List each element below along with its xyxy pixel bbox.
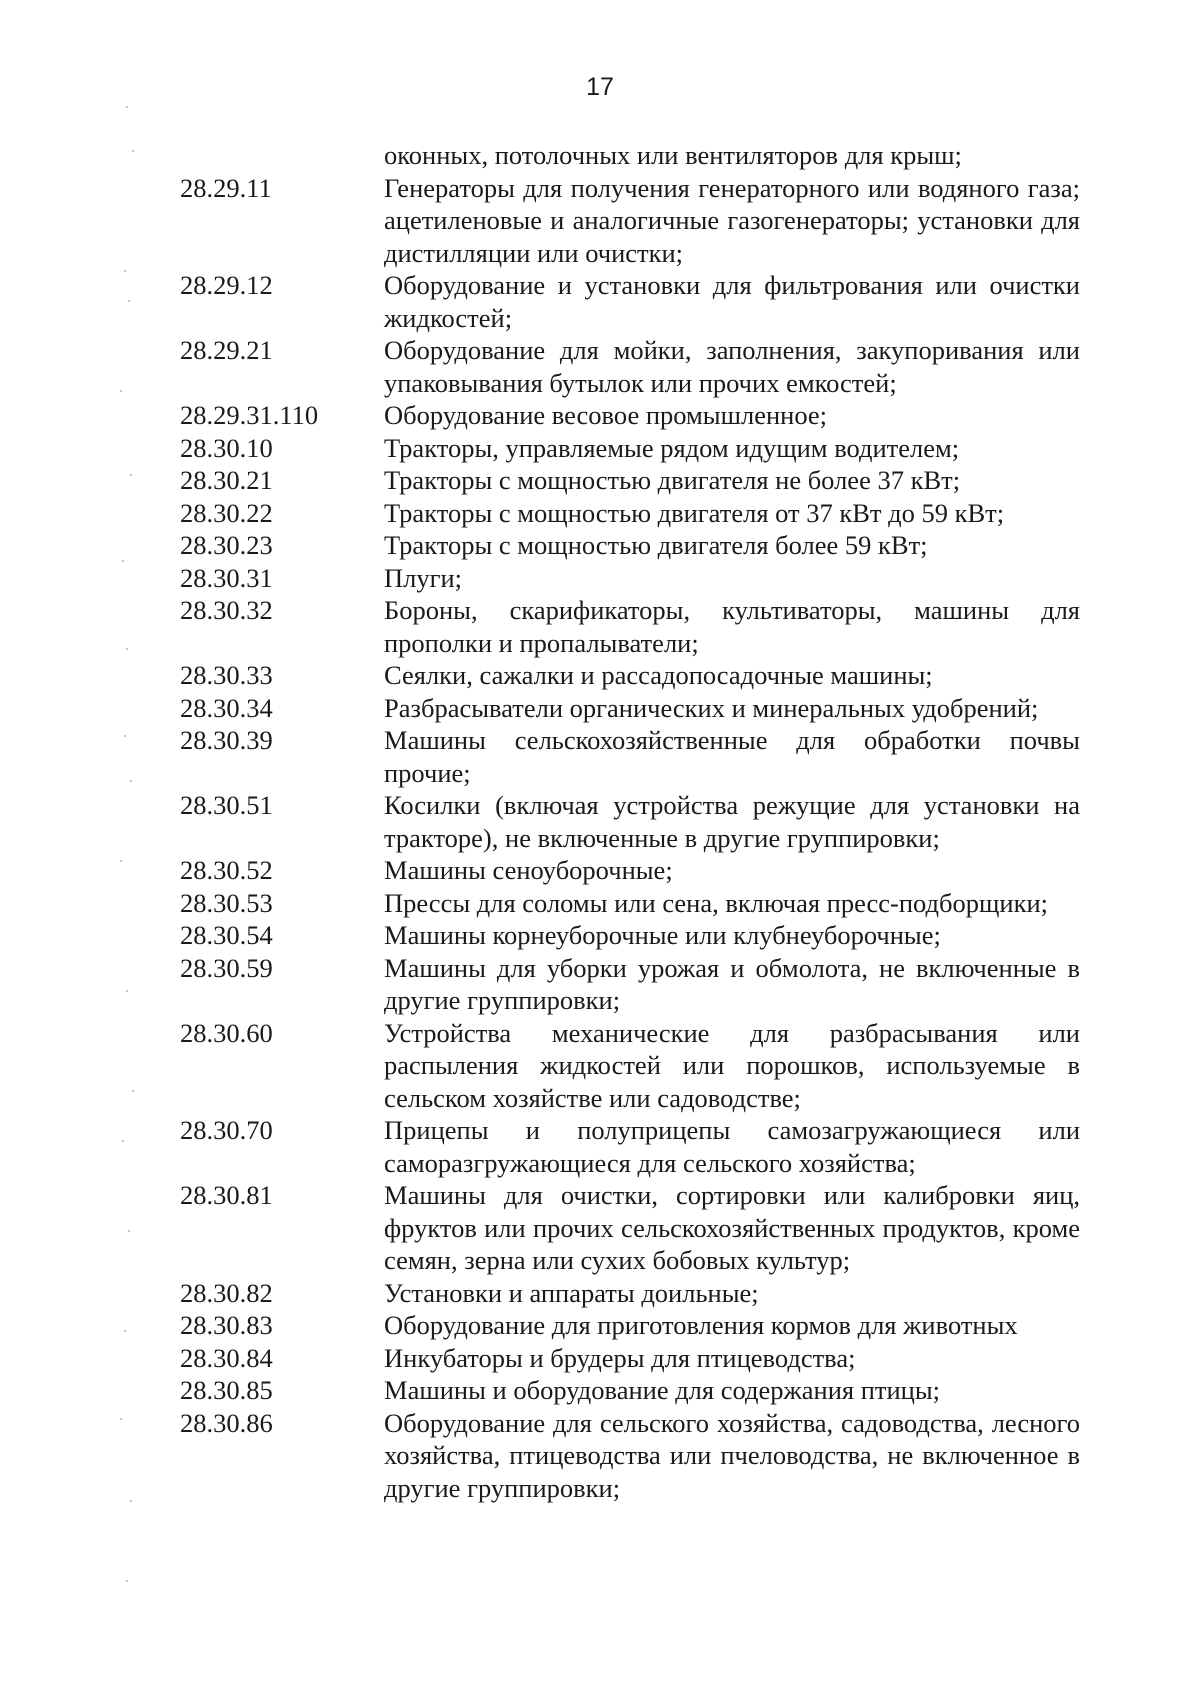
entry-description: Оборудование для сельского хозяйства, садоводства, лесного хозяйства, птицеводства или пчеловодства, не включенное в другие группировки; — [384, 1407, 1080, 1503]
entry-description: оконных, потолочных или вентиляторов для крыш; — [384, 140, 962, 170]
classification-entry — [180, 1407, 1080, 1505]
classification-entry — [180, 692, 1080, 725]
entry-description: Устройства механические для разбрасывания или распыления жидкостей или порошков, используемые в сельском хозяйстве или садоводстве; — [384, 1017, 1080, 1113]
entry-code: 28.30.10 — [180, 432, 273, 463]
classification-entry — [180, 594, 1080, 659]
entry-description: Инкубаторы и брудеры для птицеводства; — [384, 1342, 856, 1373]
entry-code: 28.30.60 — [180, 1017, 273, 1048]
entry-code: 28.30.83 — [180, 1310, 273, 1340]
entry-description: Разбрасыватели органических и минеральных удобрений; — [384, 692, 1039, 723]
entry-description: Оборудование весовое промышленное; — [384, 400, 828, 430]
classification-entry — [180, 562, 1080, 595]
entry-code: 28.29.21 — [180, 335, 273, 365]
classification-entry — [180, 724, 1080, 789]
classification-list — [180, 139, 1080, 1504]
entry-code: 28.30.31 — [180, 562, 273, 593]
entry-description: Машины для очистки, сортировки или калибровки яиц, фруктов или прочих сельскохозяйственных продуктов, кроме семян, зерна или сухих бобовых культур; — [384, 1180, 1080, 1275]
classification-entry — [180, 139, 1080, 172]
classification-entry — [180, 1342, 1080, 1375]
classification-entry — [180, 1179, 1080, 1277]
entry-description: Машины корнеуборочные или клубнеуборочные; — [384, 920, 941, 950]
entry-description: Сеялки, сажалки и рассадопосадочные машины; — [384, 660, 933, 690]
entry-code: 28.30.33 — [180, 660, 273, 690]
entry-description: Установки и аппараты доильные; — [384, 1277, 759, 1308]
entry-code: 28.30.22 — [180, 497, 273, 528]
classification-entry — [180, 399, 1080, 432]
entry-description: Машины сельскохозяйственные для обработки почвы прочие; — [384, 725, 1080, 788]
classification-entry — [180, 529, 1080, 562]
entry-code: 28.30.53 — [180, 887, 273, 918]
entry-description: Машины для уборки урожая и обмолота, не включенные в другие группировки; — [384, 952, 1080, 1015]
classification-entry — [180, 1114, 1080, 1179]
entry-description: Бороны, скарификаторы, культиваторы, машины для прополки и пропалыватели; — [384, 595, 1080, 658]
entry-description: Тракторы с мощностью двигателя не более 37 кВт; — [384, 465, 961, 495]
classification-entry — [180, 497, 1080, 530]
entry-description: Оборудование для мойки, заполнения, закупоривания или упаковывания бутылок или прочих емкостей; — [384, 335, 1080, 398]
entry-code: 28.29.11 — [180, 172, 272, 203]
entry-description: Машины сеноуборочные; — [384, 855, 673, 885]
entry-code: 28.30.85 — [180, 1375, 273, 1405]
classification-entry — [180, 172, 1080, 270]
entry-description: Прессы для соломы или сена, включая пресс-подборщики; — [384, 887, 1049, 918]
classification-entry — [180, 659, 1080, 692]
entry-code: 28.30.23 — [180, 530, 273, 560]
entry-description: Плуги; — [384, 562, 463, 593]
entry-description: Машины и оборудование для содержания птицы; — [384, 1375, 941, 1405]
entry-code: 28.30.34 — [180, 692, 273, 723]
entry-code: 28.30.32 — [180, 595, 273, 625]
entry-code: 28.30.21 — [180, 465, 273, 495]
entry-description: Тракторы, управляемые рядом идущим водителем; — [384, 432, 960, 463]
classification-entry — [180, 1374, 1080, 1407]
entry-code: 28.30.51 — [180, 790, 273, 820]
entry-code: 28.30.52 — [180, 855, 273, 885]
entry-description: Оборудование для приготовления кормов для животных — [384, 1310, 1018, 1340]
classification-entry — [180, 432, 1080, 465]
classification-entry — [180, 269, 1080, 334]
classification-entry — [180, 1277, 1080, 1310]
classification-entry — [180, 1309, 1080, 1342]
entry-description: Прицепы и полуприцепы самозагружающиеся или саморазгружающиеся для сельского хозяйства; — [384, 1115, 1080, 1178]
entry-code: 28.29.12 — [180, 270, 273, 300]
entry-code: 28.30.84 — [180, 1342, 273, 1373]
classification-entry — [180, 464, 1080, 497]
entry-code: 28.30.82 — [180, 1277, 273, 1308]
entry-code: 28.30.39 — [180, 725, 273, 755]
entry-code: 28.29.31.110 — [180, 400, 319, 430]
page-number: 17 — [586, 73, 614, 101]
classification-entry — [180, 854, 1080, 887]
entry-code: 28.30.59 — [180, 952, 273, 983]
entry-code: 28.30.81 — [180, 1180, 273, 1210]
entry-code: 28.30.70 — [180, 1115, 273, 1145]
entry-description: Генераторы для получения генераторного или водяного газа; ацетиленовые и аналогичные газогенераторы; установки для дистилляции или очистки; — [384, 172, 1080, 268]
entry-description: Тракторы с мощностью двигателя от 37 кВт до 59 кВт; — [384, 497, 1005, 528]
entry-code: 28.30.54 — [180, 920, 273, 950]
classification-entry — [180, 1017, 1080, 1115]
classification-entry — [180, 919, 1080, 952]
entry-description: Косилки (включая устройства режущие для установки на тракторе), не включенные в другие группировки; — [384, 790, 1080, 853]
entry-description: Тракторы с мощностью двигателя более 59 кВт; — [384, 530, 928, 560]
entry-description: Оборудование и установки для фильтрования или очистки жидкостей; — [384, 270, 1080, 333]
classification-entry — [180, 789, 1080, 854]
entry-code: 28.30.86 — [180, 1407, 273, 1438]
classification-entry — [180, 334, 1080, 399]
classification-entry — [180, 952, 1080, 1017]
classification-entry — [180, 887, 1080, 920]
